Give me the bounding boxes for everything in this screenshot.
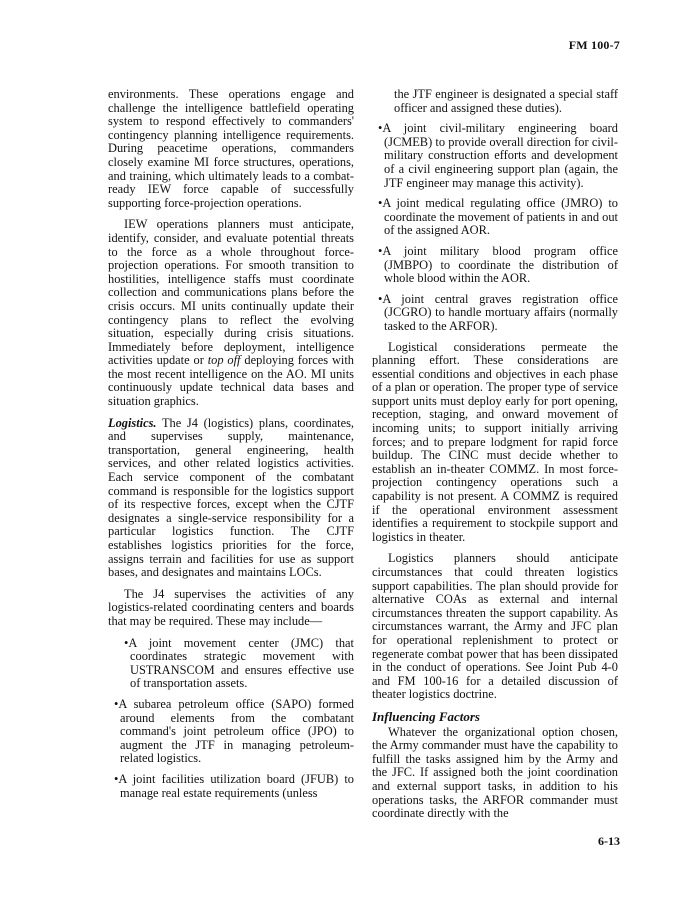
paragraph-text: The J4 (logistics) plans, coordinates, and supervises supply, maintenance, transportation, general engineering, health services, and other related logistics activities. Each service component of the combatant command is responsible for the logistics support of its respective forces, except when the CJTF designates a single-service responsibility for a particular logistics function. The CJTF establishes logistics priorities for the force, assigns terrain and facilities for use as support bases, and designates and maintains LOCs. (108, 415, 354, 580)
left-column (108, 88, 354, 807)
paragraph-text: deploying forces with the most recent intelligence on the AO. MI units continuously update technical data bases and situation graphics. (108, 353, 354, 409)
list-item: •A joint medical regulating office (JMRO) to coordinate the movement of patients in and out of the assigned AOR. (378, 196, 618, 238)
paragraph: Logistics planners should anticipate circumstances that could threaten logistics support capabilities. The plan should provide for alternative COAs as external and internal circumstances threaten the support capability. As circumstances warrant, the Army and JFC plan for operational replenishment to protect or regenerate combat power that has been dissipated in the conduct of operations. See Joint Pub 4-0 and FM 100-16 for a detailed discussion of theater logistics doctrine. (372, 551, 618, 702)
paragraph-text: IEW operations planners must anticipate, identify, consider, and evaluate potential threats to the force as a whole throughout force-projection operations. For smooth transition to hostilities, intelligence staffs must coordinate collection and communications plans before the crisis occurs. MI units continually update their contingency plans to reflect the evolving situation, especially during crisis situations. Immediately before deployment, intelligence activities update or (108, 217, 354, 368)
page-number: 6-13 (598, 834, 620, 848)
document-id-header: FM 100-7 (568, 38, 620, 52)
list-item: •A joint facilities utilization board (JFUB) to manage real estate requirements (unless (114, 771, 354, 800)
list-item: •A joint military blood program office (JMBPO) to coordinate the distribution of whole blood within the AOR. (378, 243, 618, 286)
paragraph (108, 417, 354, 580)
run-in-heading: Logistics. (108, 415, 157, 430)
paragraph: environments. These operations engage and challenge the intelligence battlefield operating system to respond effectively to commanders' contingency planning intelligence requirements. During peacetime operations, commanders closely examine MI force structures, operations, and training, which ultimately leads to a combat-ready IEW force capable of successfully supporting force-projection operations. (108, 87, 354, 210)
list-item: •A joint central graves registration office (JCGRO) to handle mortuary affairs (normally tasked to the ARFOR). (378, 291, 618, 333)
right-column (372, 88, 618, 829)
list-item: •A joint movement center (JMC) that coordinates strategic movement with USTRANSCOM and ensures effective use of transportation assets. (124, 635, 354, 691)
paragraph: The J4 supervises the activities of any logistics-related coordinating centers and boards that may be required. These may include— (108, 586, 354, 628)
list-item: •A joint civil-military engineering board (JCMEB) to provide overall direction for civil-military construction efforts and development of a civil engineering support plan (again, the JTF engineer may manage this activity). (378, 121, 618, 190)
list-item-continuation: the JTF engineer is designated a special staff officer and assigned these duties). (394, 87, 618, 115)
paragraph: Logistical considerations permeate the planning effort. These considerations are essential conditions and objectives in each phase of a plan or operation. The proper type of service support units must deploy early for port opening, reception, staging, and onward movement of incoming units; to support initially arriving forces; and to prepare lodgment for rapid force buildup. The CINC must decide whether to establish an in-theater COMMZ. In most force-projection contingency operations such a capability is not present. A COMMZ is required if the operational environment assessment identifies a requirement to stockpile support and logistics in theater. (372, 339, 618, 544)
paragraph: Whatever the organizational option chosen, the Army commander must have the capability to fulfill the tasks assigned him by the Army and the JFC. If assigned both the joint coordination and external support tasks, in addition to his operations tasks, the ARFOR commander must coordinate directly with the (372, 724, 618, 821)
section-heading: Influencing Factors (372, 708, 480, 724)
paragraph (108, 218, 354, 408)
emphasized-term: top off (207, 353, 241, 368)
list-item: •A subarea petroleum office (SAPO) formed around elements from the combatant command's joint petroleum office (JPO) to augment the JTF in managing petroleum-related logistics. (114, 696, 354, 766)
